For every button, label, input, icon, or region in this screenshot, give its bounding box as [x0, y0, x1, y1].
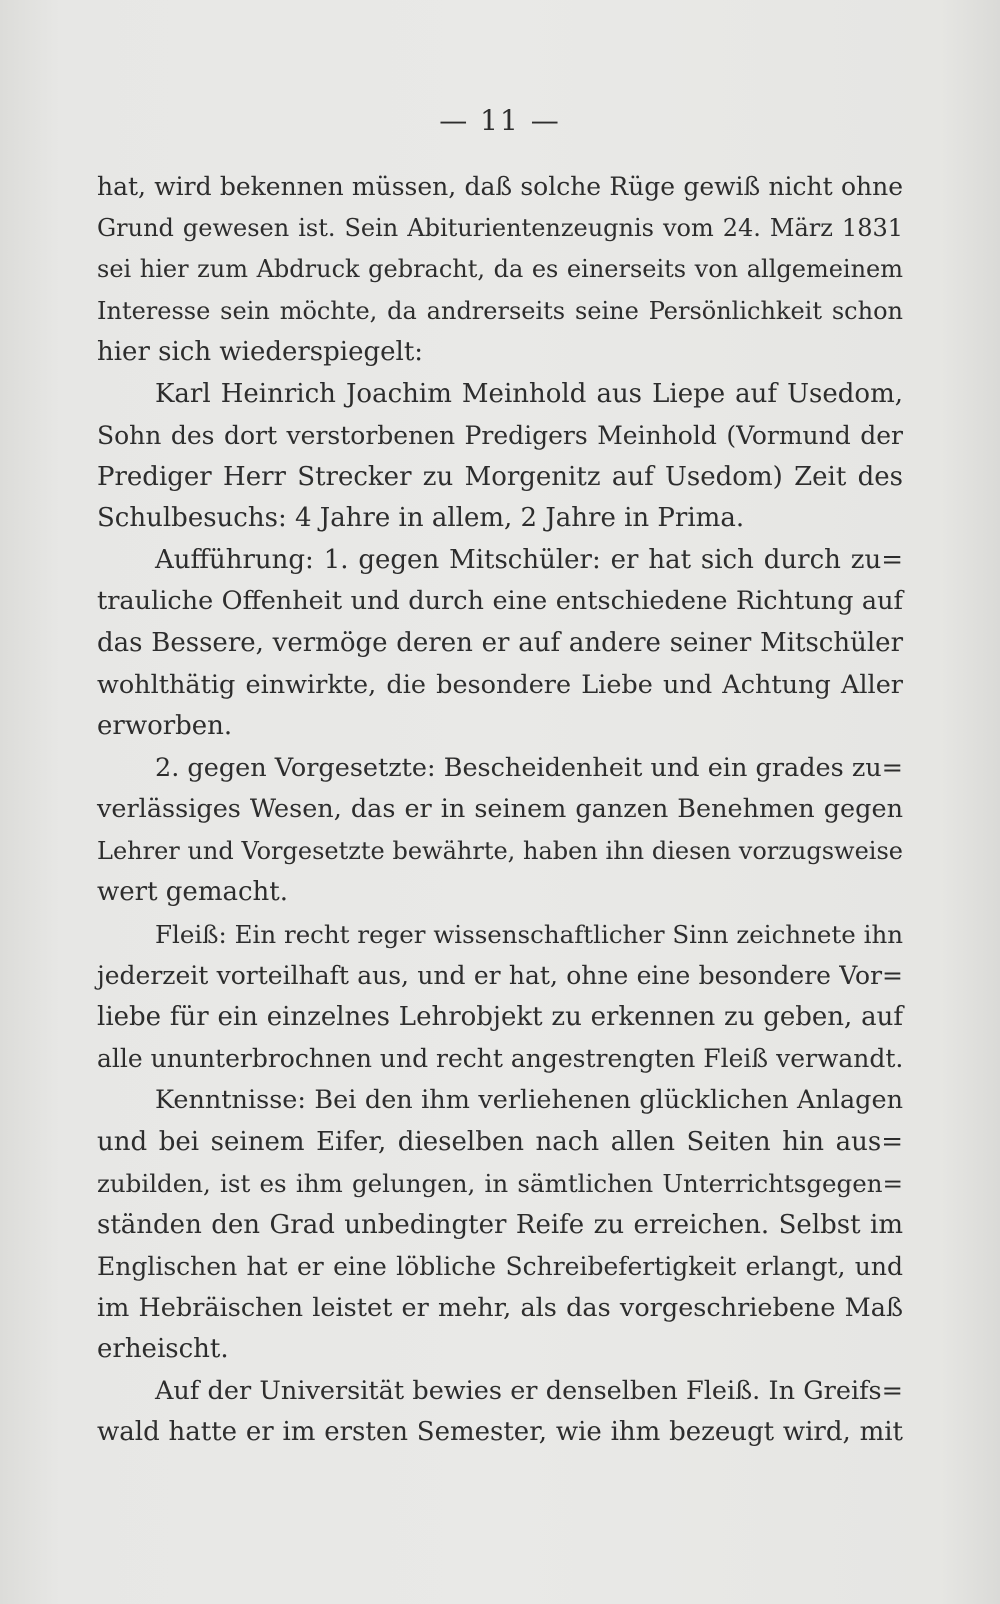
- text-line: das Bessere, vermöge deren er auf andere seiner Mitschüler: [97, 628, 903, 659]
- text-line: Auf der Universität bewies er denselben Fleiß. In Greifs=: [155, 1375, 903, 1406]
- text-line: jederzeit vorteilhaft aus, und er hat, ohne eine besondere Vor=: [97, 961, 903, 991]
- text-line: wohlthätig einwirkte, die besondere Liebe und Achtung Aller: [97, 669, 903, 700]
- text-line: alle ununterbrochnen und recht angestrengten Fleiß verwandt.: [97, 1044, 904, 1074]
- text-line: wald hatte er im ersten Semester, wie ihm bezeugt wird, mit: [97, 1417, 903, 1448]
- text-line: sei hier zum Abdruck gebracht, da es einerseits von allgemeinem: [97, 255, 903, 284]
- text-line: Interesse sein möchte, da andrerseits seine Persönlichkeit schon: [97, 296, 903, 325]
- text-line: hat, wird bekennen müssen, daß solche Rüge gewiß nicht ohne: [97, 172, 903, 201]
- text-line: Karl Heinrich Joachim Meinhold aus Liepe auf Usedom,: [155, 378, 903, 409]
- text-line: Sohn des dort verstorbenen Predigers Meinhold (Vormund der: [97, 421, 903, 451]
- text-line: erworben.: [97, 711, 233, 742]
- text-line: Kenntnisse: Bei den ihm verliehenen glücklichen Anlagen: [155, 1085, 903, 1116]
- text-line: Fleiß: Ein recht reger wissenschaftlicher Sinn zeichnete ihn: [155, 919, 903, 949]
- text-line: 2. gegen Vorgesetzte: Bescheidenheit und ein grades zu=: [155, 752, 904, 783]
- text-line: Aufführung: 1. gegen Mitschüler: er hat sich durch zu=: [155, 544, 903, 575]
- text-line: wert gemacht.: [97, 877, 288, 908]
- page-number: — 11 —: [439, 104, 561, 137]
- text-line: zubilden, ist es ihm gelungen, in sämtlichen Unterrichtsgegen=: [97, 1169, 903, 1199]
- text-line: ständen den Grad unbedingter Reife zu erreichen. Selbst im: [97, 1209, 903, 1240]
- body-text: [97, 166, 903, 1454]
- text-line: trauliche Offenheit und durch eine entschiedene Richtung auf: [97, 586, 903, 617]
- text-line: Grund gewesen ist. Sein Abiturientenzeugnis vom 24. März 1831: [97, 213, 903, 242]
- text-line: liebe für ein einzelnes Lehrobjekt zu erkennen zu geben, auf: [97, 1001, 903, 1032]
- text-line: verlässiges Wesen, das er in seinem ganzen Benehmen gegen: [97, 794, 903, 825]
- text-line: hier sich wiederspiegelt:: [97, 337, 424, 368]
- text-line: Schulbesuchs: 4 Jahre in allem, 2 Jahre in Prima.: [97, 503, 745, 534]
- text-line: erheischt.: [97, 1334, 229, 1365]
- text-line: und bei seinem Eifer, dieselben nach allen Seiten hin aus=: [97, 1126, 903, 1157]
- text-line: Lehrer und Vorgesetzte bewährte, haben ihn diesen vorzugsweise: [97, 836, 903, 865]
- text-line: Prediger Herr Strecker zu Morgenitz auf Usedom) Zeit des: [97, 461, 903, 492]
- text-line: Englischen hat er eine löbliche Schreibefertigkeit erlangt, und: [97, 1252, 903, 1282]
- text-line: im Hebräischen leistet er mehr, als das vorgeschriebene Maß: [97, 1292, 903, 1323]
